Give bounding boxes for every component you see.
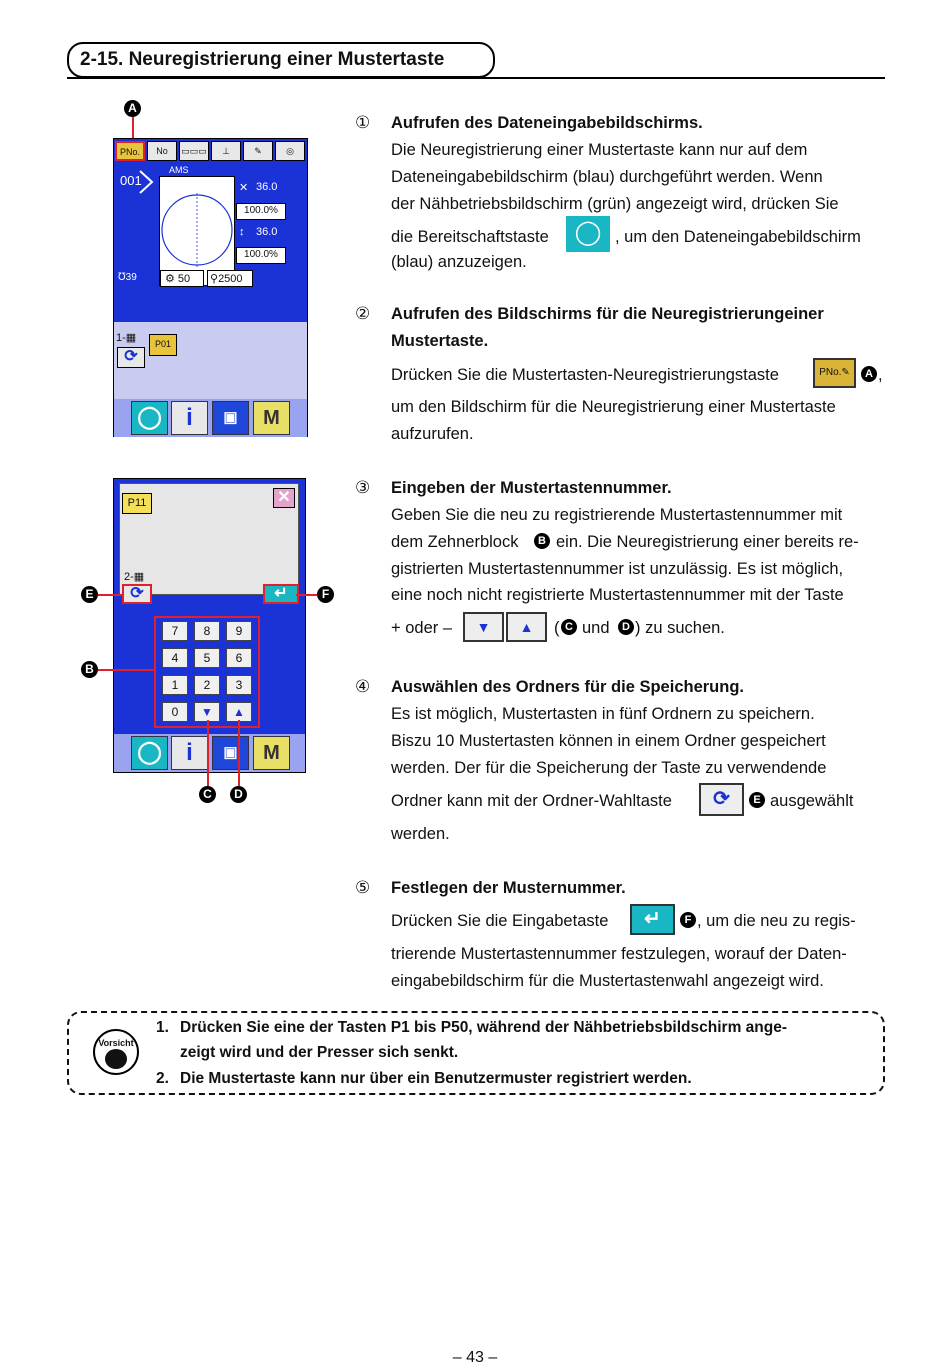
pattern-key-area	[114, 322, 307, 399]
step-3-title: Eingeben der Mustertastennummer.	[391, 479, 672, 497]
key-8[interactable]: 8	[194, 621, 220, 641]
step-5-line: eingabebildschirm für die Mustertastenwahl angezeigt wird.	[391, 972, 824, 990]
step-2-line: um den Bildschirm für die Neuregistrierung einer Mustertaste	[391, 398, 836, 416]
mode-key[interactable]: M	[253, 401, 290, 435]
thread-tension-icon: ℧39	[118, 272, 137, 283]
pattern-label-field: P11	[122, 493, 152, 514]
key-7[interactable]: 7	[162, 621, 188, 641]
callout-f-line	[296, 594, 317, 596]
step-2-line: aufzurufen.	[391, 425, 474, 443]
step-2-title: Mustertaste.	[391, 332, 489, 350]
key-4[interactable]: 4	[162, 648, 188, 668]
step-3-line: ein. Die Neuregistrierung einer bereits re-	[556, 533, 859, 551]
caution-icon-label: Vorsicht	[98, 1038, 134, 1048]
info-key[interactable]: i	[171, 401, 208, 435]
callout-e-line	[98, 594, 122, 596]
callout-a-inline: A	[861, 366, 877, 382]
callout-b: B	[81, 661, 98, 678]
plus-key-icon: ▲	[506, 612, 547, 642]
caution-item-text: Drücken Sie eine der Tasten P1 bis P50, während der Nähbetriebsbildschirm ange-	[180, 1019, 787, 1036]
step-5-line: , um die neu zu regis-	[697, 912, 856, 930]
step-4-title: Auswählen des Ordners für die Speicherung.	[391, 678, 744, 696]
caution-item-number: 1.	[156, 1019, 169, 1036]
counter-value: 2500	[218, 273, 243, 285]
key-1[interactable]: 1	[162, 675, 188, 695]
plus-key[interactable]: ▲	[226, 702, 252, 722]
step-3-line: und	[582, 619, 610, 637]
key-5[interactable]: 5	[194, 648, 220, 668]
pattern-shape-icon	[118, 167, 154, 197]
folder-number: 2-▦	[124, 571, 145, 583]
step-5-line: Drücken Sie die Eingabetaste	[391, 912, 609, 930]
pattern-register-key-icon: PNo.✎	[813, 358, 856, 388]
step-3-line: eine noch nicht registrierte Mustertastennummer mit der Taste	[391, 586, 844, 604]
info-key[interactable]: i	[171, 736, 208, 770]
ready-key[interactable]: ◯	[131, 401, 168, 435]
page-number: – 43 –	[452, 1349, 498, 1366]
counter-field[interactable]	[207, 270, 253, 287]
y-value: 36.0	[256, 226, 278, 238]
caution-item-text: zeigt wird und der Presser sich senkt.	[180, 1044, 459, 1061]
step-3-line: Geben Sie die neu zu registrierende Mustertastennummer mit	[391, 506, 843, 524]
step-3-line: gistrierten Mustertastennummer ist unzulässig. Es ist möglich,	[391, 560, 844, 578]
step-3-badge-b	[534, 532, 550, 550]
enter-key-icon: ↵	[630, 904, 675, 935]
step-2-title: Aufrufen des Bildschirms für die Neuregistrierungeiner	[391, 305, 824, 323]
callout-c-line	[207, 720, 209, 786]
minus-key-icon: ▼	[463, 612, 504, 642]
folder-number-value: 2	[124, 571, 131, 583]
pattern-register-screen	[113, 478, 306, 773]
step-3-line: (	[554, 619, 560, 637]
step-4-number: ④	[355, 677, 371, 696]
section-heading: 2-15. Neuregistrierung einer Mustertaste	[80, 49, 445, 70]
thread-button[interactable]: ✎	[243, 141, 273, 161]
hand-icon	[105, 1049, 127, 1069]
x-value: 36.0	[256, 181, 278, 193]
circle-pattern-icon	[160, 177, 234, 285]
copy-button[interactable]: ▭▭▭	[179, 141, 209, 161]
no-label: No	[156, 146, 168, 156]
folder-select-button[interactable]: ⟳	[122, 584, 152, 604]
data-input-screen	[113, 138, 308, 437]
mode-key[interactable]: M	[253, 736, 290, 770]
step-4-line: Biszu 10 Mustertasten können in einem Ordner gespeichert	[391, 732, 826, 750]
x-scale-value[interactable]: 100.0%	[236, 203, 286, 220]
presser-button[interactable]: ⊥	[211, 141, 241, 161]
step-3-badge-c	[561, 618, 577, 636]
step-1-line: die Bereitschaftstaste	[391, 228, 549, 246]
bobbin-button[interactable]: ◎	[275, 141, 305, 161]
step-2-badge-a	[861, 365, 877, 383]
key-3[interactable]: 3	[226, 675, 252, 695]
step-3-number: ③	[355, 478, 371, 497]
callout-d: D	[230, 786, 247, 803]
communication-key[interactable]: ▣	[212, 736, 249, 770]
step-4-line: ausgewählt	[770, 792, 854, 810]
folder-number-value: 1	[116, 332, 123, 344]
pattern-number: 001	[120, 173, 142, 188]
communication-key[interactable]: ▣	[212, 401, 249, 435]
bottom-bar	[114, 734, 305, 772]
bottom-bar	[114, 399, 307, 437]
folder-number: 1-▦	[116, 332, 137, 344]
step-4-line: werden. Der für die Speicherung der Taste zu verwendende	[391, 759, 827, 777]
step-2-line: Drücken Sie die Mustertasten-Neuregistrierungstaste	[391, 366, 779, 384]
pno-label: PNo.	[119, 147, 140, 157]
speed-icon: ⚙	[165, 273, 178, 285]
step-2-number: ②	[355, 304, 371, 323]
folder-select-key-icon: ⟳	[699, 783, 744, 816]
step-1-title: Aufrufen des Dateneingabebildschirms.	[391, 114, 703, 132]
pattern-register-button[interactable]	[115, 141, 145, 161]
step-4-badge-e	[749, 791, 765, 809]
callout-c-inline: C	[561, 619, 577, 635]
callout-f: F	[317, 586, 334, 603]
callout-e: E	[81, 586, 98, 603]
step-3-line: + oder –	[391, 619, 453, 637]
caution-item-text: Die Mustertaste kann nur über ein Benutzermuster registriert werden.	[180, 1070, 692, 1087]
counter-icon: ⚲	[210, 273, 219, 285]
minus-key[interactable]: ▼	[194, 702, 220, 722]
ready-key-icon: ◯	[566, 216, 610, 252]
callout-a-line	[132, 117, 134, 139]
step-1-number: ①	[355, 113, 371, 132]
key-6[interactable]: 6	[226, 648, 252, 668]
step-5-badge-f	[680, 911, 696, 929]
step-5-line: trierende Mustertastennummer festzulegen, worauf der Daten-	[391, 945, 847, 963]
step-1-line: Die Neuregistrierung einer Mustertaste kann nur auf dem	[391, 141, 808, 159]
step-1-line: Dateneingabebildschirm (blau) durchgeführt werden. Wenn	[391, 168, 823, 186]
step-3-badge-d	[618, 618, 634, 636]
step-3-line: dem Zehnerblock	[391, 533, 519, 551]
callout-b-inline: B	[534, 533, 550, 549]
callout-c: C	[199, 786, 216, 803]
pattern-no-button[interactable]	[147, 141, 177, 161]
caution-icon	[93, 1029, 139, 1075]
ready-key[interactable]: ◯	[131, 736, 168, 770]
x-scale-icon: ✕	[239, 182, 249, 194]
folder-select-button[interactable]: ⟳	[117, 347, 145, 368]
step-3-line: ) zu suchen.	[635, 619, 725, 637]
step-5-number: ⑤	[355, 878, 371, 897]
callout-f-inline: F	[680, 912, 696, 928]
callout-d-inline: D	[618, 619, 634, 635]
y-scale-icon: ↕	[239, 226, 245, 238]
pattern-key-p01[interactable]: P01	[149, 334, 177, 356]
callout-e-inline: E	[749, 792, 765, 808]
step-5-title: Festlegen der Musternummer.	[391, 879, 626, 897]
step-1-line: (blau) anzuzeigen.	[391, 253, 527, 271]
close-icon[interactable]: ✕	[273, 488, 295, 508]
key-2[interactable]: 2	[194, 675, 220, 695]
ams-label: AMS	[169, 165, 189, 175]
step-4-line: Es ist möglich, Mustertasten in fünf Ordnern zu speichern.	[391, 705, 815, 723]
caution-item-number: 2.	[156, 1070, 169, 1087]
callout-b-line	[98, 669, 155, 671]
key-0[interactable]: 0	[162, 702, 188, 722]
step-4-line: werden.	[391, 825, 450, 843]
step-2-line: ,	[878, 366, 883, 384]
enter-key[interactable]: ↵	[263, 584, 299, 604]
step-1-line: , um den Dateneingabebildschirm	[615, 228, 861, 246]
callout-d-line	[238, 720, 240, 786]
y-scale-value[interactable]: 100.0%	[236, 247, 286, 264]
speed-field[interactable]	[160, 270, 204, 287]
step-4-line: Ordner kann mit der Ordner-Wahltaste	[391, 792, 672, 810]
speed-value: 50	[177, 273, 191, 285]
step-1-line: der Nähbetriebsbildschirm (grün) angezeigt wird, drücken Sie	[391, 195, 839, 213]
callout-a: A	[124, 100, 141, 117]
key-9[interactable]: 9	[226, 621, 252, 641]
